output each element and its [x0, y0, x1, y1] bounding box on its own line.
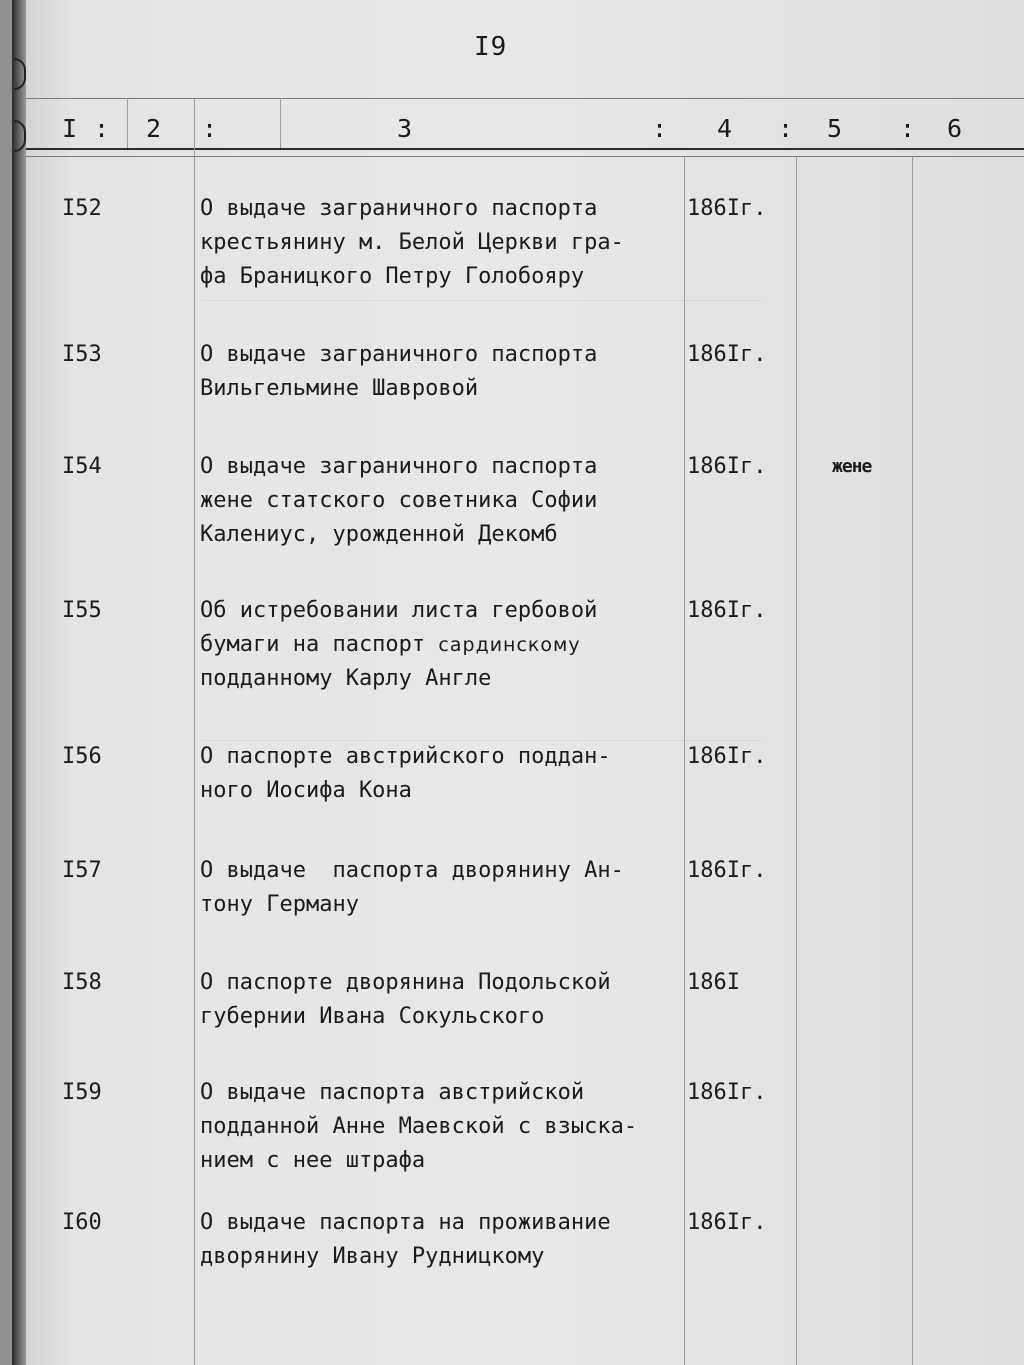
column-header-2: 2 [146, 114, 162, 143]
entry-number: I55 [62, 598, 102, 623]
entry-number: I60 [62, 1210, 102, 1235]
entry-number: I52 [62, 196, 102, 221]
column-header-separator: : [900, 114, 916, 143]
header-bottom-rule-thin [26, 156, 1024, 157]
column-header-separator: : [778, 114, 794, 143]
column-divider [127, 98, 128, 148]
document-page [12, 0, 1024, 1365]
entry-title: О паспорте дворянина Подольской губернии Ивана Сокульского [200, 970, 611, 1029]
column-header-5: 5 [827, 114, 843, 143]
entry-number: I57 [62, 858, 102, 883]
entry-date: 186Iг. [687, 744, 767, 769]
entry-number: I59 [62, 1080, 102, 1105]
entry-title: О выдаче заграничного паспорта Вильгельмине Шавровой [200, 342, 598, 401]
handwritten-insert: сардинскому [438, 634, 581, 656]
column-header-4: 4 [717, 114, 733, 143]
entry-title: О выдаче паспорта дворянину Ан- тону Герману [200, 858, 624, 917]
column-header-3: 3 [397, 114, 413, 143]
page-number: I9 [474, 32, 508, 62]
entry-number: I58 [62, 970, 102, 995]
entry-date: 186Iг. [687, 454, 767, 479]
column-header-1: I [62, 114, 78, 143]
column-divider [280, 98, 281, 148]
entry-number: I56 [62, 744, 102, 769]
entry-title: О выдаче заграничного паспорта жене статского советника Софии Калениус, урожденной Декомб [200, 454, 598, 547]
entry-number: I53 [62, 342, 102, 367]
binding-hook-icon [14, 120, 26, 152]
column-header-separator: : [202, 114, 218, 143]
entry-title: О выдаче паспорта австрийской подданной Анне Маевской с взыска- нием с нее штрафа [200, 1080, 638, 1173]
header-bottom-rule [26, 148, 1024, 150]
entry-title: О паспорте австрийского поддан- ного Иосифа Кона [200, 744, 611, 803]
entry-title: Об истребовании листа гербовой бумаги на паспорт сардинскому подданному Карлу Англе [200, 598, 598, 691]
entry-overtyped-note: жене [832, 456, 872, 477]
binding-hook-icon [14, 58, 26, 90]
entry-title: О выдаче паспорта на проживание дворянину Ивану Рудницкому [200, 1210, 611, 1269]
column-divider [912, 156, 913, 1365]
entry-date: 186I [687, 970, 740, 995]
entry-number: I54 [62, 454, 102, 479]
column-header-6: 6 [947, 114, 963, 143]
column-divider [684, 156, 685, 1365]
column-header-separator: : [94, 114, 110, 143]
entry-title: О выдаче заграничного паспорта крестьянину м. Белой Церкви гра- фа Браницкого Петру Голобояру [200, 196, 624, 289]
entry-date: 186Iг. [687, 1210, 767, 1235]
column-divider [194, 98, 195, 1365]
entry-date: 186Iг. [687, 1080, 767, 1105]
header-top-rule [26, 98, 1024, 99]
entry-date: 186Iг. [687, 342, 767, 367]
entry-date: 186Iг. [687, 858, 767, 883]
entry-date: 186Iг. [687, 196, 767, 221]
binding-edge [12, 0, 26, 1365]
column-header-separator: : [652, 114, 668, 143]
entry-date: 186Iг. [687, 598, 767, 623]
